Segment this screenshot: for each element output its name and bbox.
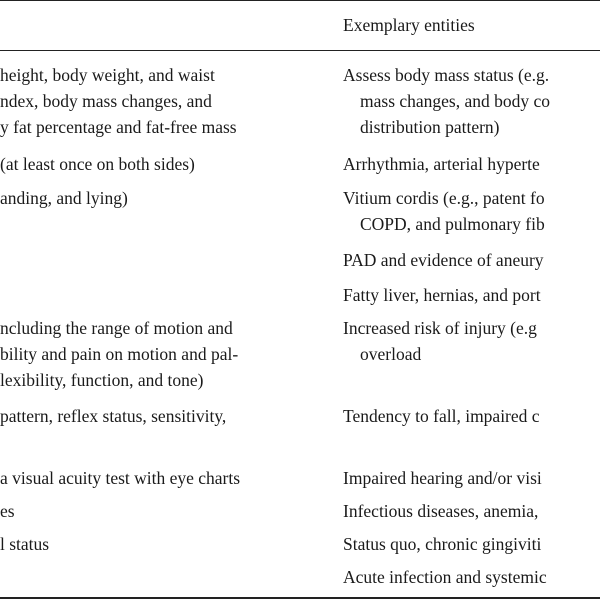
cell-line: Status quo, chronic gingiviti <box>343 534 542 554</box>
table-row-6-left <box>0 403 330 429</box>
table-row-7-left <box>0 465 330 491</box>
cell-line: Infectious diseases, anemia, <box>343 501 539 521</box>
cell-line: Increased risk of injury (e.g <box>343 318 537 338</box>
cell-line: Arrhythmia, arterial hyperte <box>343 154 540 174</box>
column-header-exemplary-entities: Exemplary entities <box>343 15 475 35</box>
cell-line: ndex, body mass changes, and <box>0 91 212 111</box>
table-row-8-left <box>0 498 330 524</box>
cell-line: (at least once on both sides) <box>0 154 195 174</box>
table-row-9-left <box>0 531 330 557</box>
cell-line: Vitium cordis (e.g., patent fo <box>343 188 545 208</box>
cell-line: Assess body mass status (e.g. <box>343 65 550 85</box>
cell-line: Acute infection and systemic <box>343 567 547 587</box>
cell-line: Fatty liver, hernias, and port <box>343 285 541 305</box>
table-row-0-right <box>343 62 600 140</box>
table-row-4-right <box>343 282 600 308</box>
cell-line: ncluding the range of motion and <box>0 318 233 338</box>
cell-line: bility and pain on motion and pal- <box>0 344 239 364</box>
cell-line: Tendency to fall, impaired c <box>343 406 540 426</box>
cell-line: height, body weight, and waist <box>0 65 215 85</box>
table-row-2-left <box>0 185 330 211</box>
cell-line: anding, and lying) <box>0 188 128 208</box>
table-row-1-left <box>0 151 330 177</box>
cell-line: overload <box>360 344 422 364</box>
cell-line: distribution pattern) <box>360 117 500 137</box>
table-row-1-right <box>343 151 600 177</box>
cell-line: PAD and evidence of aneury <box>343 250 544 270</box>
table-row-0-left <box>0 62 330 140</box>
cell-line: l status <box>0 534 50 554</box>
cell-line: a visual acuity test with eye charts <box>0 468 241 488</box>
table-row-7-right <box>343 465 600 491</box>
cell-line: lexibility, function, and tone) <box>0 370 204 390</box>
table-row-6-right <box>343 403 600 429</box>
cell-line: pattern, reflex status, sensitivity, <box>0 406 227 426</box>
table-row-3-right <box>343 247 600 273</box>
cell-line: mass changes, and body co <box>360 91 551 111</box>
table-row-5-right <box>343 315 600 367</box>
cell-line: y fat percentage and fat-free mass <box>0 117 237 137</box>
table-row-8-right <box>343 498 600 524</box>
table-row-10-right <box>343 564 600 590</box>
table-row-2-right <box>343 185 600 237</box>
cell-line: COPD, and pulmonary fib <box>360 214 545 234</box>
cell-line: es <box>0 501 15 521</box>
table-row-9-right <box>343 531 600 557</box>
cell-line: Impaired hearing and/or visi <box>343 468 542 488</box>
table-row-5-left <box>0 315 330 393</box>
